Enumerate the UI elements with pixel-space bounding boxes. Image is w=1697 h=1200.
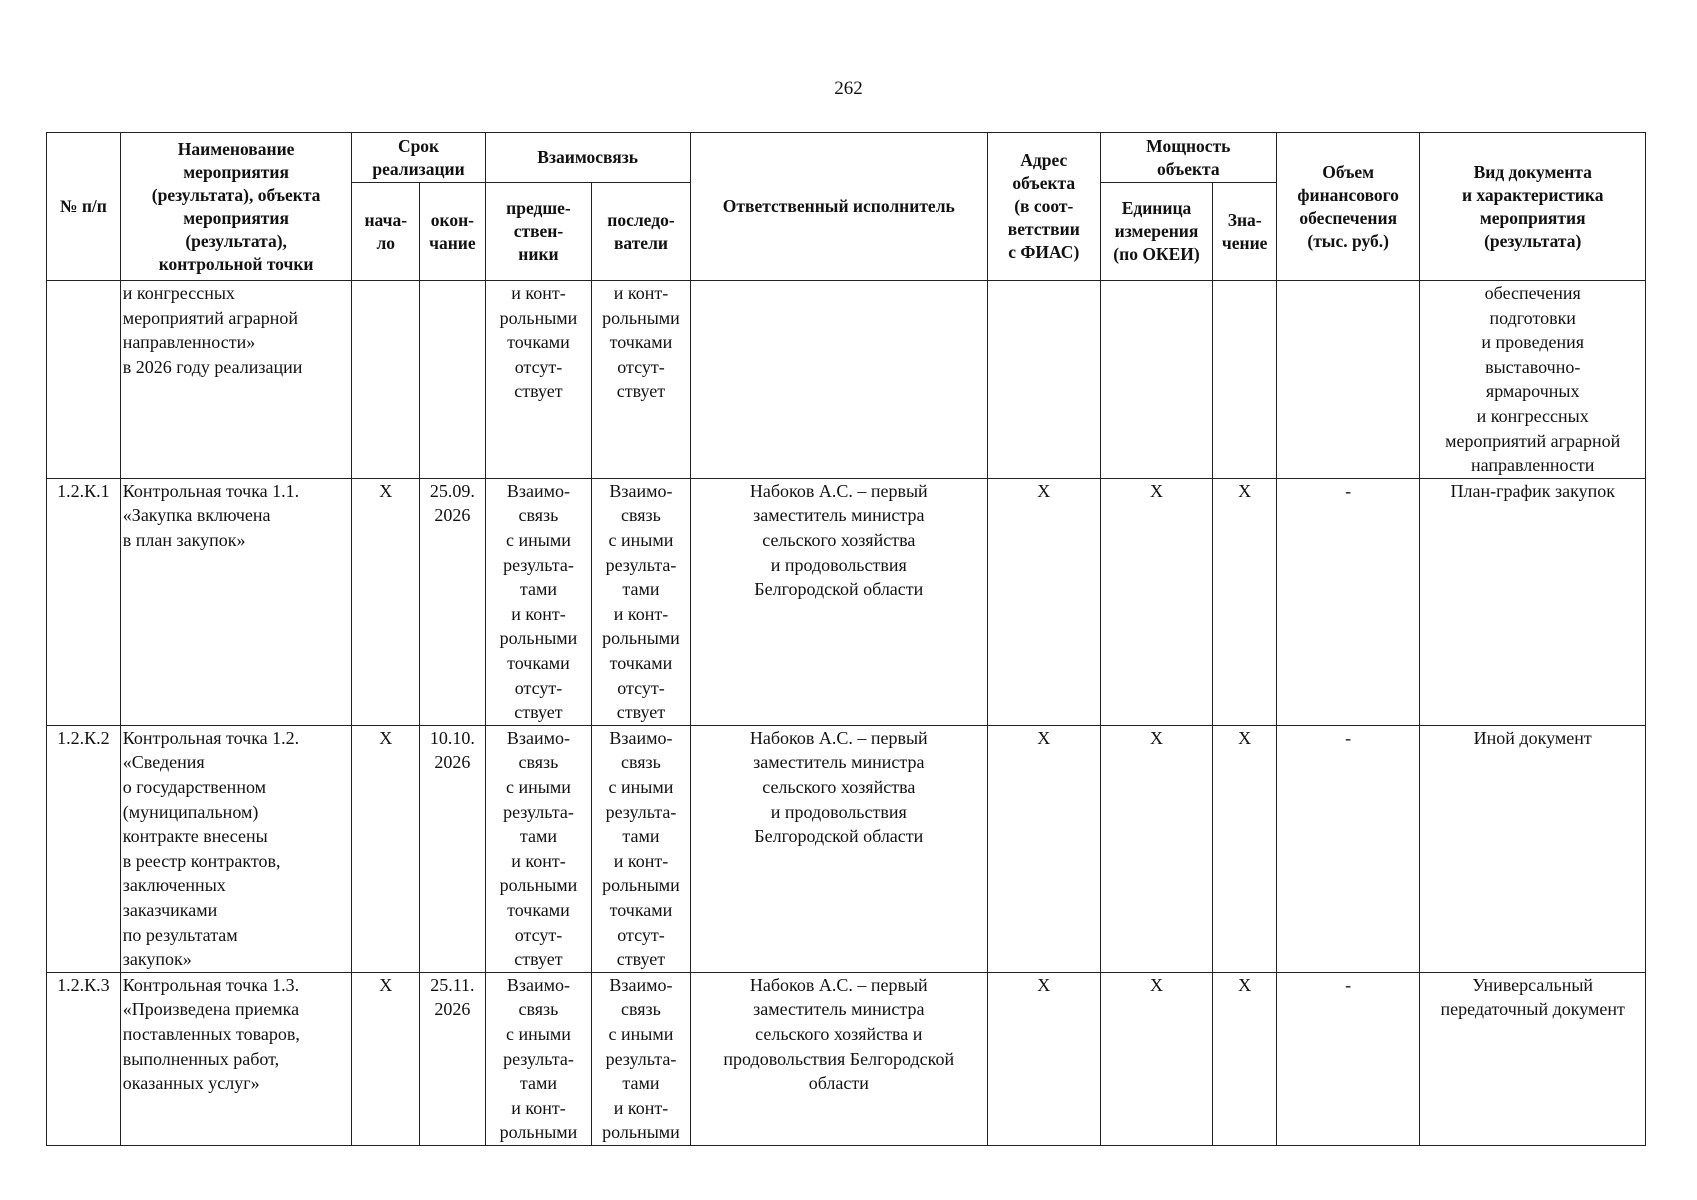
cell-name: и конгрессных мероприятий аграрной направленности» в 2026 году реализации	[120, 281, 352, 479]
cell-number	[47, 281, 121, 479]
header-number: № п/п	[47, 133, 121, 281]
header-funding: Объем финансового обеспечения (тыс. руб.)	[1276, 133, 1419, 281]
header-name: Наименование мероприятия (результата), объекта мероприятия (результата), контрольной точки	[120, 133, 352, 281]
cell-predecessors: Взаимо- связь с иными результа- тами и конт- рольными точками отсут- ствует	[485, 725, 592, 972]
table-row	[47, 478, 1646, 725]
cell-responsible	[690, 281, 987, 479]
cell-address	[987, 281, 1100, 479]
cell-successors: Взаимо- связь с иными результа- тами и конт- рольными	[592, 972, 690, 1145]
cell-end	[420, 281, 486, 479]
header-end: окон- чание	[420, 183, 486, 281]
cell-name: Контрольная точка 1.1. «Закупка включена в план закупок»	[120, 478, 352, 725]
cell-document: Универсальный передаточный документ	[1420, 972, 1646, 1145]
cell-unit	[1100, 281, 1213, 479]
cell-successors: Взаимо- связь с иными результа- тами и конт- рольными точками отсут- ствует	[592, 478, 690, 725]
events-table	[46, 132, 1646, 1146]
cell-value: X	[1213, 972, 1277, 1145]
cell-funding: -	[1276, 972, 1419, 1145]
page-number: 262	[834, 78, 863, 99]
cell-document: обеспечения подготовки и проведения выставочно- ярмарочных и конгрессных мероприятий аграрной направленности	[1420, 281, 1646, 479]
cell-predecessors: Взаимо- связь с иными результа- тами и конт- рольными	[485, 972, 592, 1145]
cell-unit: X	[1100, 972, 1213, 1145]
cell-funding: -	[1276, 478, 1419, 725]
table-row-continuation	[47, 281, 1646, 479]
cell-document: План-график закупок	[1420, 478, 1646, 725]
table-header	[47, 133, 1646, 281]
cell-address: X	[987, 725, 1100, 972]
header-successors: последо- ватели	[592, 183, 690, 281]
cell-number: 1.2.К.2	[47, 725, 121, 972]
cell-start: X	[352, 478, 420, 725]
header-address: Адрес объекта (в соот- ветствии с ФИАС)	[987, 133, 1100, 281]
header-document: Вид документа и характеристика мероприятия (результата)	[1420, 133, 1646, 281]
cell-responsible: Набоков А.С. – первый заместитель министра сельского хозяйства и продовольствия Белгородской области	[690, 972, 987, 1145]
cell-value: X	[1213, 478, 1277, 725]
table-row	[47, 972, 1646, 1145]
cell-funding: -	[1276, 725, 1419, 972]
header-predecessors: предше- ствен- ники	[485, 183, 592, 281]
table-row	[47, 725, 1646, 972]
header-link: Взаимосвязь	[485, 133, 690, 183]
cell-responsible: Набоков А.С. – первый заместитель министра сельского хозяйства и продовольствия Белгородской области	[690, 478, 987, 725]
header-unit: Единица измерения (по ОКЕИ)	[1100, 183, 1213, 281]
cell-name: Контрольная точка 1.2. «Сведения о государственном (муниципальном) контракте внесены в реестр контрактов, заключенных заказчиками по результатам закупок»	[120, 725, 352, 972]
header-responsible: Ответственный исполнитель	[690, 133, 987, 281]
cell-start: X	[352, 972, 420, 1145]
cell-successors: и конт- рольными точками отсут- ствует	[592, 281, 690, 479]
header-period: Срок реализации	[352, 133, 485, 183]
cell-end: 25.11. 2026	[420, 972, 486, 1145]
cell-start	[352, 281, 420, 479]
cell-name: Контрольная точка 1.3. «Произведена приемка поставленных товаров, выполненных работ, оказанных услуг»	[120, 972, 352, 1145]
cell-end: 10.10. 2026	[420, 725, 486, 972]
cell-number: 1.2.К.1	[47, 478, 121, 725]
cell-funding	[1276, 281, 1419, 479]
cell-successors: Взаимо- связь с иными результа- тами и конт- рольными точками отсут- ствует	[592, 725, 690, 972]
cell-predecessors: Взаимо- связь с иными результа- тами и конт- рольными точками отсут- ствует	[485, 478, 592, 725]
cell-value: X	[1213, 725, 1277, 972]
cell-number: 1.2.К.3	[47, 972, 121, 1145]
cell-document: Иной документ	[1420, 725, 1646, 972]
cell-responsible: Набоков А.С. – первый заместитель министра сельского хозяйства и продовольствия Белгородской области	[690, 725, 987, 972]
cell-predecessors: и конт- рольными точками отсут- ствует	[485, 281, 592, 479]
cell-end: 25.09. 2026	[420, 478, 486, 725]
cell-address: X	[987, 478, 1100, 725]
cell-unit: X	[1100, 725, 1213, 972]
cell-value	[1213, 281, 1277, 479]
cell-start: X	[352, 725, 420, 972]
header-capacity: Мощность объекта	[1100, 133, 1276, 183]
header-start: нача- ло	[352, 183, 420, 281]
header-value: Зна- чение	[1213, 183, 1277, 281]
cell-address: X	[987, 972, 1100, 1145]
cell-unit: X	[1100, 478, 1213, 725]
